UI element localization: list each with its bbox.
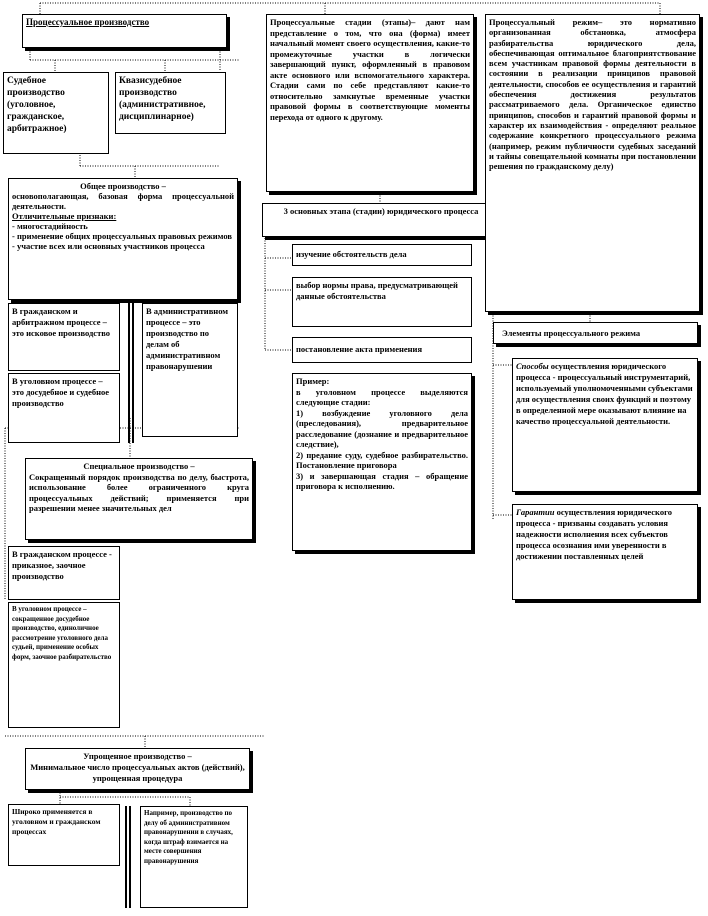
proc-production-title: Процессуальное производство	[26, 17, 150, 27]
methods-text: осуществления юридического процесса - процессуальный инструментарий, используемый уполномоченными субъектами для осуществления своих функций и поэтому в определенной мере оказывают влияние на качество процессуальной деятельности.	[516, 361, 693, 426]
stage-2-text: выбор нормы права, предусматривающей данные обстоятельства	[296, 280, 458, 301]
example-stage-2: 2) предание суду, судебное разбирательство. Постановление приговора	[296, 449, 468, 470]
example-title: Пример:	[296, 376, 330, 386]
general-features-title: Отличительные признаки:	[12, 211, 117, 221]
stage-1-box	[292, 244, 472, 266]
guarantees-text: осуществления юридического процесса - призваны создавать условия надежности исполнения всех субъектов процесса осознания ими уверенности в достижении поставленных целей	[516, 507, 672, 561]
general-admin-box	[142, 303, 238, 437]
general-admin-text: В административном процессе – это производство по делам об административном правонарушении	[146, 306, 229, 371]
guarantees-word: Гарантии	[516, 507, 555, 517]
special-civil-box	[8, 546, 120, 600]
methods-word: Способы	[516, 361, 549, 371]
general-civil-text: В гражданском и арбитражном процессе – это исковое производство	[12, 306, 111, 338]
three-stages-title: 3 основных этапа (стадии) юридического процесса	[283, 206, 479, 216]
general-feature-2: - применение общих процессуальных правовых режимов	[12, 231, 232, 241]
general-criminal-text: В уголовном процессе – это досудебное и судебное производство	[12, 376, 110, 408]
example-stage-1: 1) возбуждение уголовного дела (преследования), предварительное расследование (дознание и предварительное следствие),	[296, 407, 468, 449]
general-text: основополагающая, базовая форма процессуальной деятельности.	[12, 191, 234, 211]
example-box	[292, 373, 472, 551]
special-civil-text: В гражданском процессе - приказное, заочное производство	[12, 549, 112, 581]
example-intro: в уголовном процессе выделяются следующие стадии:	[296, 386, 468, 407]
regime-elements-title: Элементы процессуального режима	[502, 328, 641, 338]
general-heading: Общее производство –	[80, 181, 166, 191]
simplified-right-box	[140, 806, 248, 908]
quasi-production-text: Квазисудебное производство (административное, дисциплинарное)	[119, 76, 206, 122]
simplified-left-box	[8, 804, 120, 866]
stage-3-box	[292, 337, 472, 363]
general-feature-1: - многостадийность	[12, 221, 88, 231]
stage-2-box	[292, 277, 472, 327]
stage-1-text: изучение обстоятельств дела	[296, 249, 407, 259]
simplified-left-text: Широко применяется в уголовном и гражданском процессах	[12, 807, 101, 836]
special-criminal-box	[8, 602, 120, 728]
special-text: Сокращенный порядок производства по делу, быстрота, использование более ограниченного круга процессуальных действий; применяется при разрешении менее значительных дел	[29, 471, 249, 513]
stage-3-text: постановление акта применения	[296, 344, 423, 354]
quasi-production-box	[115, 72, 226, 134]
general-production-box	[8, 178, 238, 300]
regime-elements-box	[493, 322, 698, 344]
general-criminal-box	[8, 373, 120, 443]
regime-box	[485, 14, 700, 312]
proc-production-box	[22, 14, 227, 48]
simplified-text: Минимальное число процессуальных актов (действий), упрощенная процедура	[30, 762, 245, 783]
simplified-right-text: Например, производство по делу об административном правонарушении в случаях, когда штраф взимается на месте совершения правонарушения	[144, 809, 233, 865]
methods-box	[512, 358, 698, 492]
example-stage-3: 3) и завершающая стадия – обращение приговора к исполнению.	[296, 470, 468, 491]
divider-bar-2	[125, 806, 131, 908]
guarantees-box	[512, 504, 698, 600]
general-feature-3: - участие всех или основных участников процесса	[12, 241, 205, 251]
special-heading: Специальное производство –	[83, 461, 195, 471]
simplified-heading: Упрощенное производство –	[83, 751, 192, 761]
divider-bar	[128, 303, 134, 443]
judicial-production-box	[3, 72, 109, 154]
judicial-production-text: Судебное производство (уголовное, гражданское, арбитражное)	[7, 76, 67, 134]
special-production-box	[25, 458, 253, 540]
general-civil-box	[8, 303, 120, 371]
stages-box	[266, 14, 474, 192]
regime-text: Процессуальный режим– это нормативно организованная обстановка, атмосфера разбирательства юридического дела, обеспечивающая оптимальное благоприятствование всем участникам правовой формы деятельности в состоянии в реализации принципов правовой деятельности, способов ее осуществления и гарантий обеспечения достижения результатов рассматриваемого дела. Органическое единство принципов, способов и гарантий правовой формы и характер их взаимодействия - определяют реальное содержание конкретного процессуального режима (например, режим публичности судебных заседаний и тайны совещательной комнаты при постановлении решения по гражданскому делу)	[489, 17, 696, 172]
stages-text: Процессуальные стадии (этапы)– дают нам представление о том, что она (форма) имеет начальный момент своего осуществления, какие-то промежуточные участки в логически завершающий пункт, оформленный в правовом акте основного или вспомогательного характера. Стадии сами по себе представляют какие-то относительно замкнутые временные участки правовой формы в соответствующие моменты перехода от одного к другому.	[270, 17, 470, 122]
simplified-production-box	[25, 748, 250, 790]
three-stages-box	[262, 203, 500, 237]
special-criminal-text: В уголовном процессе – сокращенное досудебное производство, единоличное рассмотрение уголовного дела судьей, применение особых форм, заочное разбирательство	[12, 605, 112, 661]
